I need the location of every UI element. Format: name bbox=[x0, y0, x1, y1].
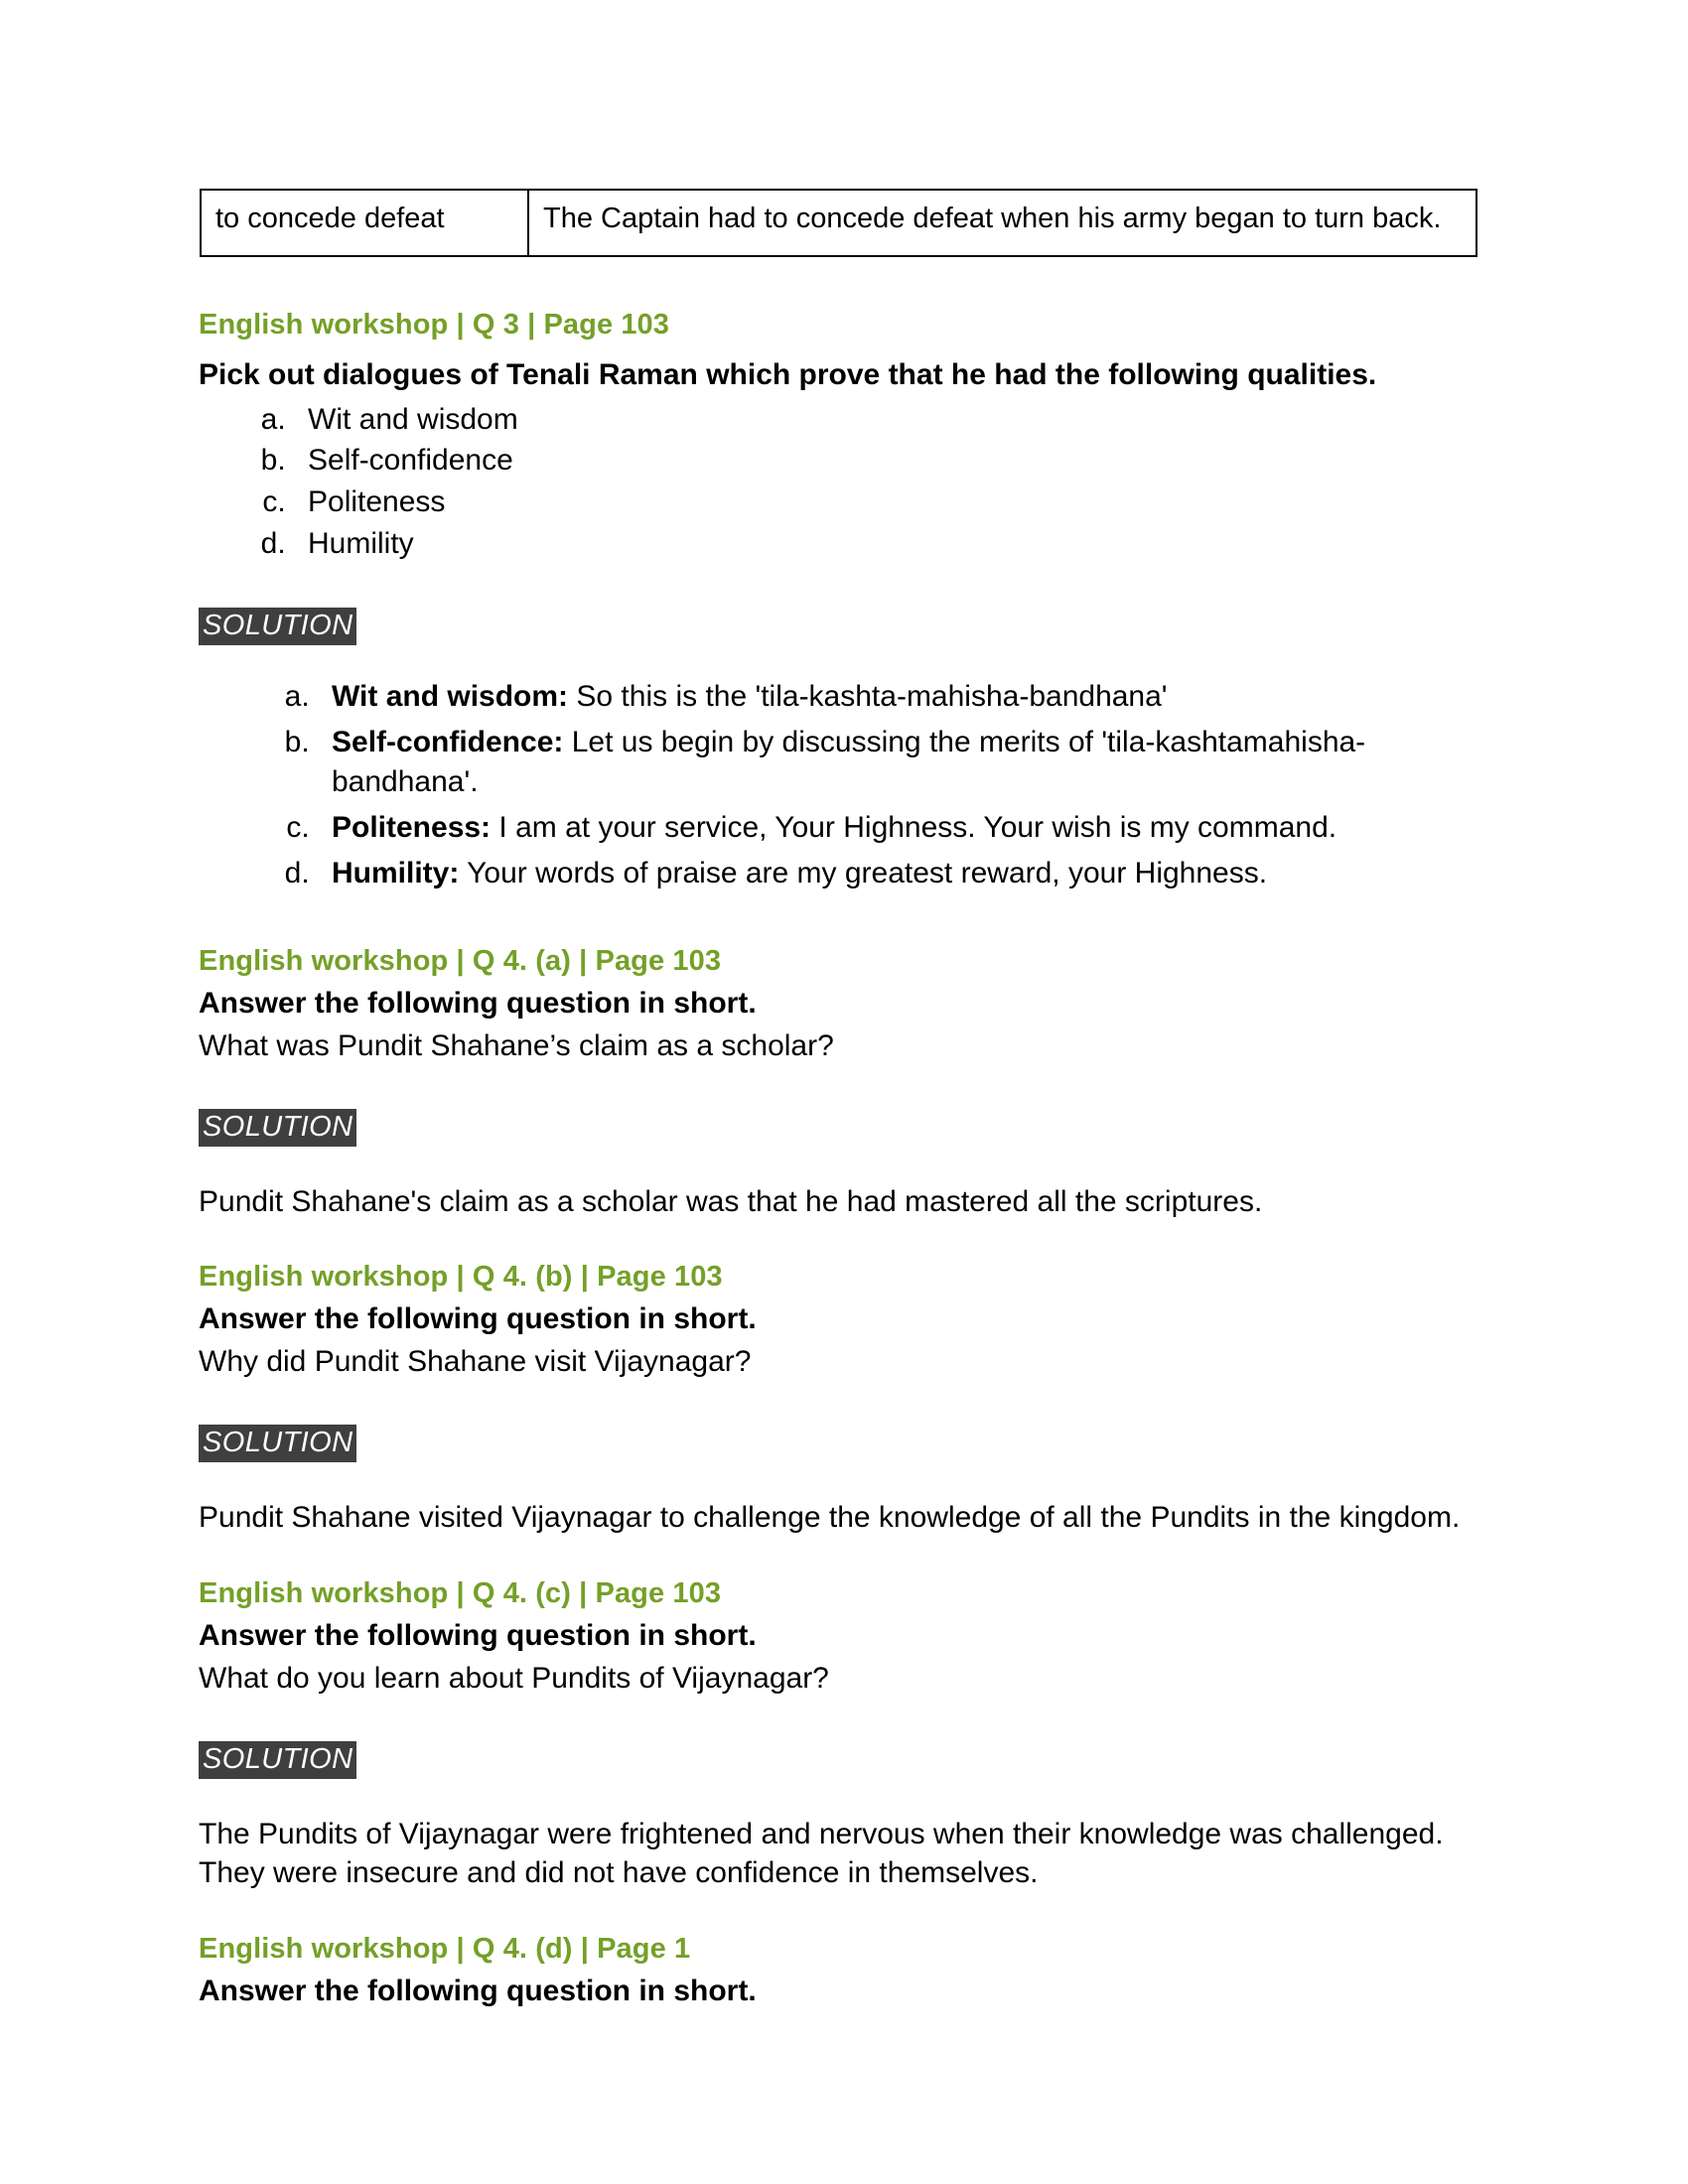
solution-item-text: Let us begin by discussing the merits of 'tila-kashtamahisha-bandhana'. bbox=[332, 725, 1366, 798]
solution-badge: SOLUTION bbox=[199, 1741, 356, 1779]
question-options-q3 bbox=[199, 400, 1475, 565]
heading-question: Q 4. (b) bbox=[472, 1261, 573, 1294]
heading-question: Q 3 bbox=[472, 308, 519, 341]
solution-block-q3 bbox=[199, 608, 1475, 892]
heading-question: Q 4. (c) bbox=[472, 1576, 571, 1609]
solution-list-q3 bbox=[199, 677, 1475, 892]
question-heading-q4c: English workshop | Q 4. (c) | Page 103 bbox=[199, 1576, 722, 1609]
solution-text-q4c: The Pundits of Vijaynagar were frightened and nervous when their knowledge was challenged. They were insecure and did not have confidence in themselves. bbox=[199, 1817, 1444, 1890]
solution-item-text: I am at your service, Your Highness. Your wish is my command. bbox=[498, 810, 1337, 844]
question-text-q4c: What do you learn about Pundits of Vijaynagar? bbox=[199, 1661, 829, 1695]
heading-page: Page 103 bbox=[543, 308, 670, 341]
heading-source: English workshop bbox=[199, 944, 449, 977]
solution-block-q4b bbox=[199, 1425, 1475, 1538]
solution-block-q4a bbox=[199, 1109, 1475, 1222]
solution-item-label: Wit and wisdom: bbox=[332, 680, 569, 714]
heading-page: Page 103 bbox=[595, 1576, 722, 1609]
question-prompt-q4d: Answer the following question in short. bbox=[199, 1974, 757, 2007]
question-text-q4a: What was Pundit Shahane’s claim as a scholar? bbox=[199, 1028, 834, 1062]
idiom-phrase-cell: to concede defeat bbox=[201, 190, 528, 256]
heading-source: English workshop bbox=[199, 308, 449, 341]
solution-badge: SOLUTION bbox=[199, 1425, 356, 1462]
solution-item-text: Your words of praise are my greatest reward, your Highness. bbox=[467, 856, 1268, 889]
question-prompt-q4a: Answer the following question in short. bbox=[199, 986, 757, 1020]
question-heading-q3: English workshop | Q 3 | Page 103 bbox=[199, 308, 670, 341]
question-heading-q4a: English workshop | Q 4. (a) | Page 103 bbox=[199, 944, 722, 977]
list-item bbox=[318, 854, 1475, 893]
list-item bbox=[318, 808, 1475, 848]
list-item: c. Politeness bbox=[294, 482, 1475, 522]
solution-badge: SOLUTION bbox=[199, 1109, 356, 1147]
list-item: d. Humility bbox=[294, 524, 1475, 564]
question-prompt-q3: Pick out dialogues of Tenali Raman which prove that he had the following qualities. bbox=[199, 357, 1377, 391]
idiom-table bbox=[200, 189, 1477, 257]
list-item: b. Self-confidence bbox=[294, 441, 1475, 480]
heading-page: Page 103 bbox=[595, 944, 722, 977]
heading-page: Page 1 bbox=[597, 1932, 691, 1965]
heading-source: English workshop bbox=[199, 1576, 449, 1609]
list-item: a. Wit and wisdom bbox=[294, 400, 1475, 440]
heading-source: English workshop bbox=[199, 1261, 449, 1294]
heading-question: Q 4. (d) bbox=[472, 1932, 573, 1965]
solution-item-label: Self-confidence: bbox=[332, 725, 564, 758]
solution-item-text: So this is the 'tila-kashta-mahisha-bandhana' bbox=[576, 680, 1168, 714]
question-prompt-q4b: Answer the following question in short. bbox=[199, 1302, 757, 1336]
question-heading-q4b: English workshop | Q 4. (b) | Page 103 bbox=[199, 1261, 723, 1294]
question-prompt-q4c: Answer the following question in short. bbox=[199, 1618, 757, 1652]
list-item bbox=[318, 723, 1475, 802]
solution-text-q4a: Pundit Shahane's claim as a scholar was that he had mastered all the scriptures. bbox=[199, 1184, 1263, 1218]
idiom-sentence-cell: The Captain had to concede defeat when his army began to turn back. bbox=[528, 190, 1477, 256]
table-row bbox=[201, 190, 1477, 256]
solution-badge: SOLUTION bbox=[199, 608, 356, 645]
solution-text-q4b: Pundit Shahane visited Vijaynagar to challenge the knowledge of all the Pundits in the kingdom. bbox=[199, 1501, 1461, 1535]
solution-item-label: Humility: bbox=[332, 856, 460, 889]
question-text-q4b: Why did Pundit Shahane visit Vijaynagar? bbox=[199, 1345, 752, 1379]
solution-block-q4c bbox=[199, 1741, 1475, 1893]
list-item bbox=[318, 677, 1475, 717]
heading-question: Q 4. (a) bbox=[472, 944, 571, 977]
solution-item-label: Politeness: bbox=[332, 810, 492, 844]
heading-page: Page 103 bbox=[597, 1261, 723, 1294]
question-heading-q4d: English workshop | Q 4. (d) | Page 1 bbox=[199, 1932, 691, 1965]
heading-source: English workshop bbox=[199, 1932, 449, 1965]
